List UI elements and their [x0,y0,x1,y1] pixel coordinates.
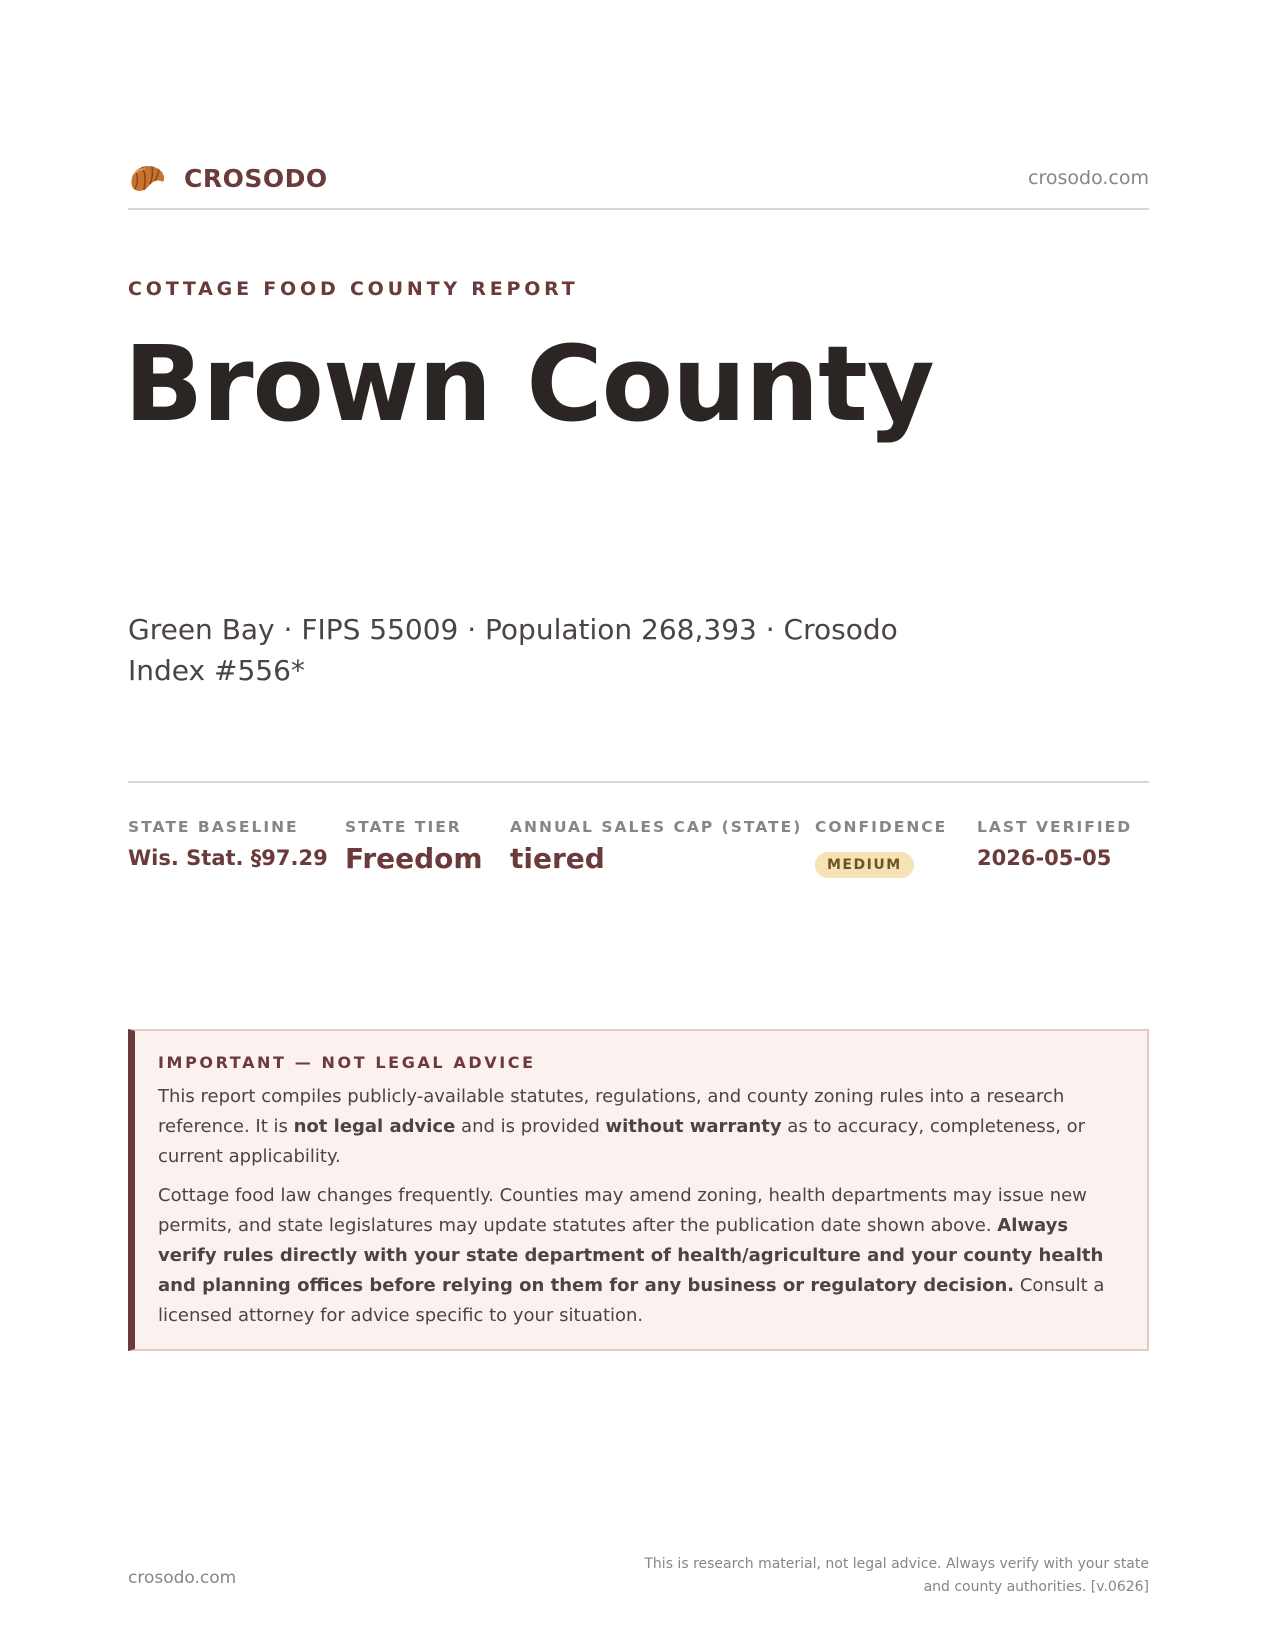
stat-value: 2026-05-05 [977,846,1112,870]
notice-text: Consult a licensed attorney for advice specific to your situation. [158,1275,1105,1326]
notice-title: IMPORTANT — NOT LEGAL ADVICE [158,1053,536,1072]
croissant-icon [128,160,168,196]
stat-label: STATE TIER [345,818,462,836]
stat-state-tier [345,818,483,875]
stat-label: CONFIDENCE [815,818,948,836]
brand-name: CROSODO [184,163,328,193]
page-header [128,158,1149,210]
notice-text: This report compiles publicly-available statutes, regulations, and county zoning rules into a research reference. It is [158,1086,1065,1137]
notice-text: and is provided [455,1116,606,1137]
stat-label: LAST VERIFIED [977,818,1133,836]
brand[interactable] [128,160,328,196]
section-divider [128,781,1149,783]
report-page [124,0,1149,1650]
stat-last-verified [977,818,1132,870]
stat-sales-cap [510,818,802,875]
notice-paragraph [158,1181,1121,1331]
stat-label: STATE BASELINE [128,818,299,836]
stat-state-baseline [128,818,328,870]
status-badge: MEDIUM [815,852,914,878]
notice-text: as to accuracy, completeness, or current applicability. [158,1116,1086,1167]
page-title: Brown County [124,323,934,445]
notice-emphasis: Always verify rules directly with your state department of health/agriculture and your county health and planning offices before relying on them for any business or regulatory decision. [158,1215,1104,1296]
stat-value: tiered [510,842,605,875]
stat-value: Freedom [345,842,483,875]
notice-text: Cottage food law changes frequently. Counties may amend zoning, health departments may issue new permits, and state legislatures may update statutes after the publication date shown above. [158,1185,1087,1236]
header-site-url[interactable]: crosodo.com [1028,167,1149,189]
notice-paragraph [158,1082,1121,1172]
footer-disclaimer: This is research material, not legal advice. Always verify with your state and county authorities. [v.0626] [644,1556,1149,1595]
footer-site-url[interactable]: crosodo.com [128,1568,237,1588]
report-subtitle: Green Bay · FIPS 55009 · Population 268,393 · Crosodo Index #556* [128,613,898,687]
report-eyebrow: COTTAGE FOOD COUNTY REPORT [128,278,579,300]
stat-value: Wis. Stat. §97.29 [128,846,328,870]
notice-emphasis: not legal advice [293,1116,456,1137]
stat-label: ANNUAL SALES CAP (STATE) [510,818,803,836]
notice-emphasis: without warranty [605,1116,782,1137]
legal-notice [128,1029,1149,1351]
stat-confidence [815,818,947,878]
